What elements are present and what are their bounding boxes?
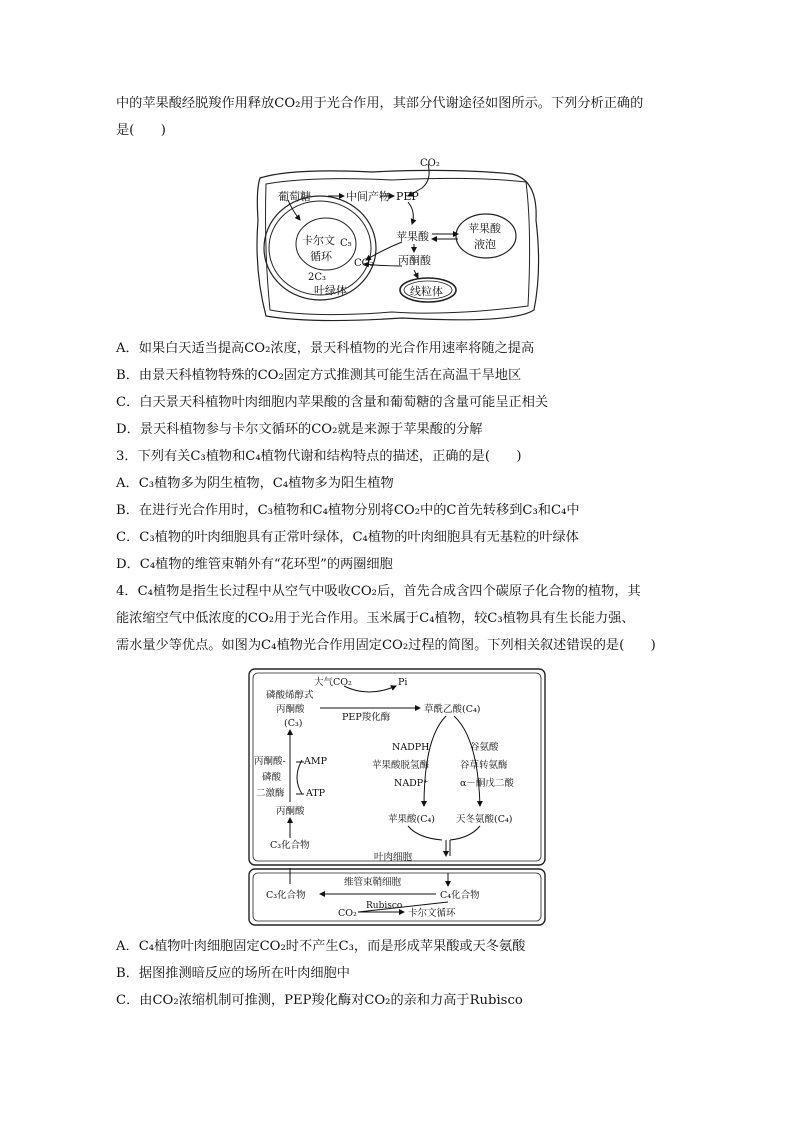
fig1-c5: C₅ — [340, 238, 352, 249]
q4-option-c: C．由CO₂浓缩机制可推测，PEP羧化酶对CO₂的亲和力高于Rubisco — [116, 993, 523, 1008]
q3-option-a: A．C₃植物多为阴生植物，C₄植物多为阳生植物 — [116, 476, 394, 491]
q4-option-b: B．据图推测暗反应的场所在叶肉细胞中 — [116, 966, 350, 981]
fig2-aspartate: 天冬氨酸(C₄) — [456, 814, 513, 825]
intro-line-1: 中的苹果酸经脱羧作用释放CO₂用于光合作用，其部分代谢途径如图所示。下列分析正确的 — [116, 96, 644, 111]
q4-stem-line-3: 需水量少等优点。如图为C₄植物光合作用固定CO₂过程的简图。下列相关叙述错误的是( ) — [116, 638, 656, 653]
fig2-c4-compound: C₄化合物 — [440, 890, 480, 901]
fig1-pep: PEP — [396, 190, 419, 203]
intro-line-2: 是( ) — [116, 123, 166, 138]
fig2-ppdk-2: 磷酸 — [262, 772, 282, 783]
fig2-amp: AMP — [304, 756, 327, 767]
fig2-pep-1: 磷酸烯醇式 — [266, 690, 314, 701]
fig2-malate: 苹果酸(C₄) — [388, 814, 435, 825]
fig2-transaminase: 谷草转氨酶 — [460, 760, 508, 771]
q4-stem-line-2: 能浓缩空气中低浓度的CO₂用于光合作用。玉米属于C₄植物，较C₃植物具有生长能力强、 — [116, 611, 635, 626]
q3-stem: 3．下列有关C₃植物和C₄植物代谢和结构特点的描述，正确的是( ) — [116, 449, 522, 464]
fig2-akg: α－酮戊二酸 — [460, 778, 514, 789]
fig2-c3-compound-top: C₃化合物 — [270, 840, 310, 851]
q3-option-c: C．C₃植物的叶肉细胞具有正常叶绿体，C₄植物的叶肉细胞具有无基粒的叶绿体 — [116, 530, 579, 545]
q4-option-a: A．C₄植物叶肉细胞固定CO₂时不产生C₃，而是形成苹果酸或天冬氨酸 — [116, 939, 526, 954]
q2-option-d: D．景天科植物参与卡尔文循环的CO₂就是来源于苹果酸的分解 — [116, 422, 483, 437]
fig2-pyruvate: 丙酮酸 — [276, 806, 305, 817]
fig2-nadph: NADPH — [392, 742, 430, 753]
fig2-calvin: 卡尔文循环 — [408, 908, 456, 919]
q2-option-c: C．白天景天科植物叶肉细胞内苹果酸的含量和葡萄糖的含量可能呈正相关 — [116, 395, 549, 410]
fig1-2c3: 2C₃ — [308, 272, 327, 283]
fig2-rubisco: Rubisco — [366, 901, 403, 911]
fig1-pyruvate: 丙酮酸 — [398, 254, 431, 267]
q4-stem-line-1: 4．C₄植物是指生长过程中从空气中吸收CO₂后，首先合成含四个碳原子化合物的植物，其 — [116, 584, 641, 599]
fig2-pep-3: (C₃) — [284, 718, 303, 729]
fig1-calvin-2: 循环 — [310, 250, 332, 263]
fig2-c3-compound-bottom: C₃化合物 — [266, 890, 306, 901]
fig2-ppdk-1: 丙酮酸- — [254, 756, 286, 767]
fig2-co2: CO₂ — [338, 908, 357, 919]
fig1-malate: 苹果酸 — [396, 230, 429, 243]
fig2-atp: ATP — [306, 788, 326, 799]
q2-option-b: B．由景天科植物特殊的CO₂固定方式推测其可能生活在高温干旱地区 — [116, 368, 522, 383]
fig1-vacuole-1: 苹果酸 — [468, 222, 501, 235]
fig2-oxaloacetate: 草酰乙酸(C₄) — [424, 704, 481, 715]
q3-option-b: B．在进行光合作用时，C₃植物和C₄植物分别将CO₂中的C首先转移到C₃和C₄中 — [116, 503, 580, 518]
fig2-mdh: 苹果酸脱氢酶 — [372, 760, 430, 771]
fig2-pi: Pi — [398, 677, 408, 688]
fig2-pep-2: 丙酮酸 — [276, 704, 305, 715]
q2-option-a: A．如果白天适当提高CO₂浓度，景天科植物的光合作用速率将随之提高 — [116, 341, 535, 356]
figure-c4-pathway — [248, 668, 546, 926]
fig1-co2-inner: CO₂ — [354, 258, 374, 269]
fig1-calvin-1: 卡尔文 — [302, 234, 335, 247]
fig2-glutamate: 谷氨酸 — [470, 742, 499, 753]
fig2-nadp: NADP⁺ — [394, 778, 429, 789]
figure-cam-pathway — [252, 150, 544, 328]
fig2-bundle-sheath: 维管束鞘细胞 — [344, 877, 402, 888]
fig1-glucose: 葡萄糖 — [278, 190, 311, 203]
fig1-vacuole-2: 液泡 — [474, 238, 496, 251]
fig2-pep-carboxylase: PEP羧化酶 — [342, 712, 391, 723]
fig2-ppdk-3: 二激酶 — [256, 788, 285, 799]
fig1-intermediate: 中间产物 — [346, 190, 390, 203]
fig1-chloroplast: 叶绿体 — [314, 284, 347, 297]
fig2-air-co2: 大气CO₂ — [314, 677, 352, 688]
fig1-co2-top: CO₂ — [420, 158, 440, 169]
fig2-mesophyll: 叶肉细胞 — [374, 852, 413, 863]
q3-option-d: D．C₄植物的维管束鞘外有“花环型”的两圈细胞 — [116, 557, 393, 572]
fig1-mitochondria: 线粒体 — [410, 285, 443, 298]
